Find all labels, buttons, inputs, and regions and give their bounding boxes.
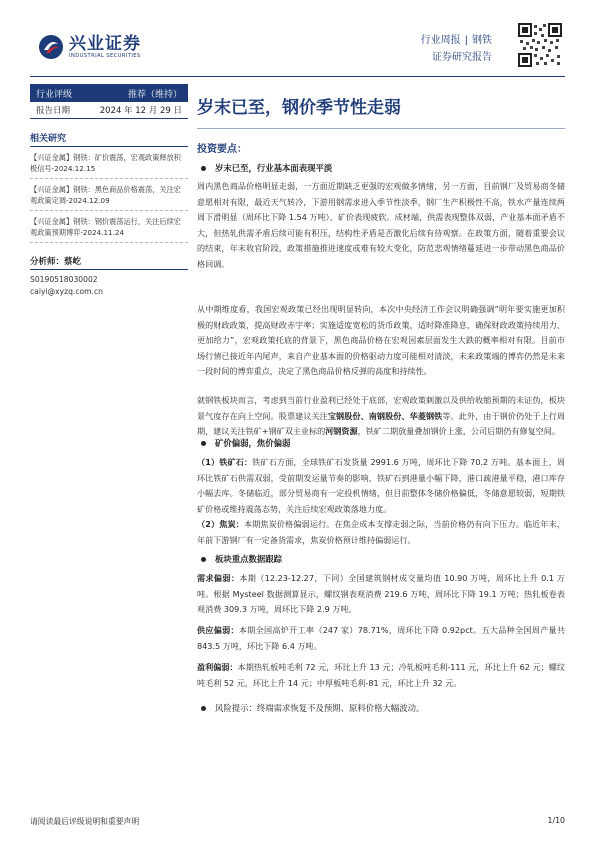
related-research-item[interactable]: 【兴证金属】钢铁：钢价震荡运行，关注后续宏观政策预期博弈-2024.11.24 xyxy=(30,217,181,237)
bullet-section-1 xyxy=(197,162,565,174)
bullet-icon xyxy=(201,706,206,711)
industrial-securities-logo-icon xyxy=(38,34,64,60)
report-category: 行业周报 | 钢铁 证券研究报告 xyxy=(421,32,492,66)
analyst-email[interactable]: caiyi@xyzq.com.cn xyxy=(30,287,103,296)
industry-rating xyxy=(30,84,188,102)
report-subtitle: 证券研究报告 xyxy=(432,52,492,63)
bullet-heading: 岁末已至，行业基本面表现平淡 xyxy=(197,162,565,174)
section-heading: 投资要点： xyxy=(197,144,247,155)
date-value: 2024 年 12 月 29 日 xyxy=(99,106,182,116)
report-date xyxy=(30,102,188,119)
analyst-name: 蔡屹 xyxy=(64,257,82,267)
analyst-label: 分析师： xyxy=(30,257,65,267)
industry-name: 钢铁 xyxy=(472,35,492,46)
report-type: 行业周报 xyxy=(420,35,461,46)
page-footer xyxy=(30,816,565,827)
paragraph: 盈利偏弱：本期热轧板吨毛利 72 元，环比上升 13 元；冷轧板吨毛利-111 元，环比上升 62 元；螺纹吨毛利 52 元，环比上升 14 元；中厚板吨毛利-81 元，环比上升 32 元。 xyxy=(197,662,565,688)
divider xyxy=(30,210,188,211)
header-divider xyxy=(30,76,565,77)
report-header xyxy=(0,0,595,80)
disclaimer-text: 请阅读最后评级说明和重要声明 xyxy=(30,817,140,826)
paragraph: 需求偏弱：本期（12.23-12.27，下同）全国建筑钢材成交量均值 10.90 万吨，周环比上升 0.1 万吨。根据 Mysteel 数据测算显示，螺纹钢表观消费 219.6 万吨、周环比下降 19.1 万吨；热轧板卷表观消费 309.3 万吨，周环比下降 2.9 万吨。 xyxy=(197,573,565,615)
bullet-icon xyxy=(201,441,206,446)
analyst-heading xyxy=(30,255,188,270)
qr-code-icon xyxy=(517,22,563,68)
bullet-icon xyxy=(201,166,206,171)
related-research-item[interactable]: 【兴证金属】钢铁：矿价震荡，宏观政策释放积极信号-2024.12.15 xyxy=(30,153,181,173)
risk-warning xyxy=(197,702,565,714)
bullet-icon xyxy=(201,557,206,562)
paragraph: 供应偏弱：本期全国高炉开工率（247 家）78.71%，周环比下降 0.92pct。五大品种全国周产量共 843.5 万吨，环比下降 6.4 万吨。 xyxy=(197,625,565,651)
analyst-info xyxy=(30,274,188,298)
bullet-heading: 板块重点数据跟踪 xyxy=(197,553,565,565)
divider xyxy=(30,178,188,179)
paragraph: （1）铁矿石：铁矿石方面，全球铁矿石发货量 2991.6 万吨，周环比下降 70.2 万吨。基本面上，周环比铁矿石供需双弱，受前期发运量节奏的影响，铁矿石到港量小幅下降，港口疏港量平稳，港口库存小幅去库。冬储临近，部分贸易商有一定投机情绪，但目前整体冬储价格偏低，冬储意愿较弱，短期铁矿价格或维持震荡态势，关注后续宏观政策落地力度。 xyxy=(197,457,565,514)
divider xyxy=(30,242,188,243)
left-sidebar xyxy=(30,84,188,298)
bullet-section-2 xyxy=(197,437,565,449)
paragraph: 就钢铁板块而言，考虑到当前行业盈利已经处于底部，宏观政策刺激以及供给收缩预期的未证伪，板块景气度存在向上空间。股票建议关注宝钢股份、南钢股份、华菱钢铁等。此外，由于钢价仍处于上行周期，建议关注铁矿+钢矿双主业标的河钢资源，铁矿二期放量叠加钢价上涨，公司后期仍有修复空间。 xyxy=(197,395,565,437)
bullet-heading: 矿价偏弱，焦价偏弱 xyxy=(197,437,565,449)
bullet-section-3 xyxy=(197,553,565,565)
logo-chinese-name: 兴业证券 xyxy=(69,33,141,54)
stock-pick: 河钢资源 xyxy=(325,426,358,437)
stock-picks: 宝钢股份、南钢股份、华菱钢铁 xyxy=(327,410,443,421)
logo-english-name: INDUSTRIAL SECURITIES xyxy=(69,52,141,59)
date-label: 报告日期 xyxy=(36,106,71,116)
related-research-item[interactable]: 【兴证金属】钢铁：黑色商品价格震荡，关注宏观政策定调-2024.12.09 xyxy=(30,185,181,205)
paragraph: 从中期维度看，我国宏观政策已经出现明显转向，本次中央经济工作会议明确强调“明年要实施更加积极的财政政策，提高财政赤字率；实施适度宽松的货币政策，适时降准降息，确保财政政策持续用力、更加给力”，宏观政策托底的背景下，黑色商品价格在宏观因素层面发生大跌的概率相对有限。目前市场行情已接近年内尾声，来自产业基本面的价格驱动力度可能相对清淡，未来政策端的博弈仍然是未来一段时间的博弈重点，决定了黑色商品价格反弹的高度和持续性。 xyxy=(197,304,565,377)
paragraph: （2）焦炭：本期焦炭价格偏弱运行。在焦企成本支撑走弱之际，当前价格仍有向下压力。临近年末，年前下游钢厂有一定备货需求，焦炭价格预计维持偏弱运行。 xyxy=(197,519,565,545)
related-research-title: 相关研究 xyxy=(30,131,188,147)
rating-label: 行业评级 xyxy=(36,89,73,100)
analyst-certificate: S0190518030002 xyxy=(30,275,98,284)
page-number: 1/10 xyxy=(547,816,565,825)
title-divider xyxy=(197,128,565,129)
main-content xyxy=(197,84,565,118)
company-logo xyxy=(38,34,141,60)
report-title: 岁末已至，钢价季节性走弱 xyxy=(197,98,401,118)
paragraph: 周内黑色商品价格明显走弱，一方面近期缺乏更强的宏观做多情绪，另一方面，目前钢厂及贸易商冬储意愿相对有限，最近天气转冷，下游用钢需求进入季节性淡季，钢厂生产积极性不高，铁水产量连续两周下滑明显（周环比下降 1.54 万吨），矿价表现疲软。成材端，供需表现整体双弱，产业基本面矛盾不大，但热轧供需矛盾后续可能有积压，结构性矛盾是否激化后续有待观察。在政策方面，随着重要会议的结束，年末收官阶段，政策措施推进速度或难有较大变化，防范悲观情绪蔓延进一步带动黑色商品价格回调。 xyxy=(197,181,565,269)
bullet-item: 风险提示：终端需求恢复不及预期、原料价格大幅波动。 xyxy=(197,702,565,714)
rating-value: 推荐（维持） xyxy=(127,89,182,100)
